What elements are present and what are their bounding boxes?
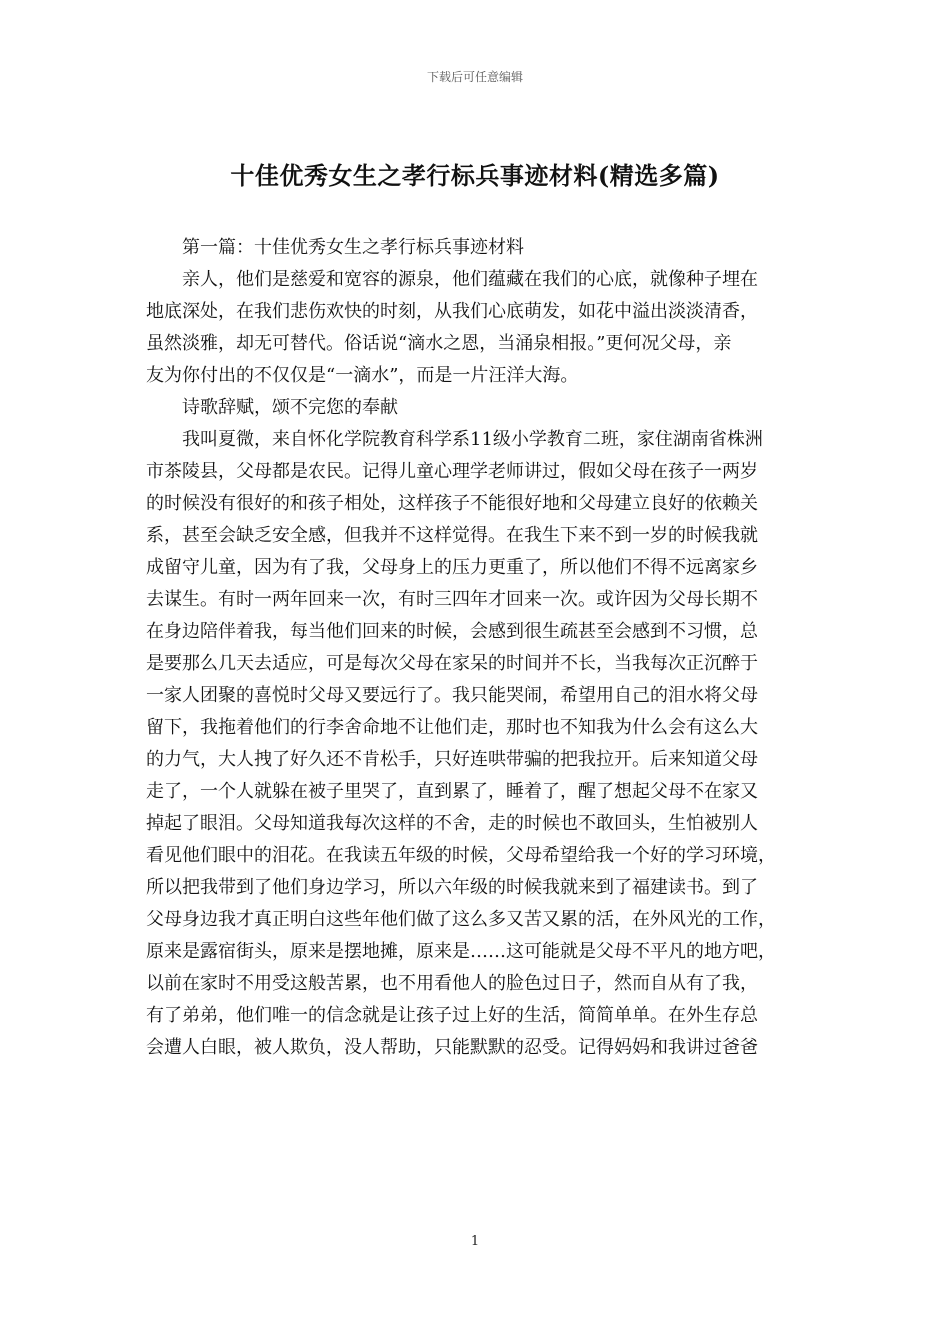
text-line: 我叫夏微，来自怀化学院教育科学系11级小学教育二班，家住湖南省株洲 [182, 429, 763, 450]
text-line: 系，甚至会缺乏安全感，但我并不这样觉得。在我生下来不到一岁的时候我就 [146, 525, 758, 546]
text-line: 去谋生。有时一两年回来一次，有时三四年才回来一次。或许因为父母长期不 [146, 589, 758, 610]
text-line: 友为你付出的不仅仅是“一滴水”，而是一片汪洋大海。 [146, 365, 579, 386]
text-line: 掉起了眼泪。父母知道我每次这样的不舍，走的时候也不敢回头，生怕被别人 [146, 813, 758, 834]
page-header: 下载后可任意编辑 [426, 70, 523, 84]
text-line: 以前在家时不用受这般苦累，也不用看他人的脸色过日子，然而自从有了我， [146, 973, 758, 994]
text-line: 诗歌辞赋，颂不完您的奉献 [182, 397, 398, 418]
text-line: 会遭人白眼，被人欺负，没人帮助，只能默默的忍受。记得妈妈和我讲过爸爸 [146, 1037, 758, 1058]
text-line: 所以把我带到了他们身边学习，所以六年级的时候我就来到了福建读书。到了 [146, 877, 758, 898]
text-line: 第一篇：十佳优秀女生之孝行标兵事迹材料 [182, 237, 524, 258]
text-line: 市茶陵县，父母都是农民。记得儿童心理学老师讲过，假如父母在孩子一两岁 [146, 461, 758, 482]
text-line: 看见他们眼中的泪花。在我读五年级的时候，父母希望给我一个好的学习环境， [146, 845, 776, 866]
text-line: 成留守儿童，因为有了我，父母身上的压力更重了，所以他们不得不远离家乡 [146, 557, 758, 578]
document-title: 十佳优秀女生之孝行标兵事迹材料(精选多篇) [230, 161, 720, 190]
text-line: 地底深处，在我们悲伤欢快的时刻，从我们心底萌发，如花中溢出淡淡清香， [146, 301, 758, 322]
text-line: 父母身边我才真正明白这些年他们做了这么多又苦又累的活，在外风光的工作， [146, 909, 776, 930]
text-line: 亲人，他们是慈爱和宽容的源泉，他们蕴藏在我们的心底，就像种子埋在 [182, 269, 758, 290]
page-number: 1 [470, 1234, 480, 1249]
text-line: 原来是露宿街头，原来是摆地摊，原来是……这可能就是父母不平凡的地方吧， [146, 941, 776, 962]
text-line: 的力气，大人拽了好久还不肯松手，只好连哄带骗的把我拉开。后来知道父母 [146, 749, 758, 770]
text-line: 留下，我拖着他们的行李舍命地不让他们走，那时也不知我为什么会有这么大 [146, 717, 758, 738]
text-line: 有了弟弟，他们唯一的信念就是让孩子过上好的生活，简简单单。在外生存总 [146, 1005, 758, 1026]
text-line: 的时候没有很好的和孩子相处，这样孩子不能很好地和父母建立良好的依赖关 [146, 493, 758, 514]
text-line: 是要那么几天去适应，可是每次父母在家呆的时间并不长，当我每次正沉醉于 [146, 653, 758, 674]
text-line: 走了，一个人就躲在被子里哭了，直到累了，睡着了，醒了想起父母不在家又 [146, 781, 758, 802]
text-line: 虽然淡雅，却无可替代。俗话说“滴水之恩，当涌泉相报。”更何况父母，亲 [146, 333, 732, 354]
document-body [146, 232, 816, 1064]
text-line: 一家人团聚的喜悦时父母又要远行了。我只能哭闹，希望用自己的泪水将父母 [146, 685, 758, 706]
text-line: 在身边陪伴着我，每当他们回来的时候，会感到很生疏甚至会感到不习惯，总 [146, 621, 758, 642]
